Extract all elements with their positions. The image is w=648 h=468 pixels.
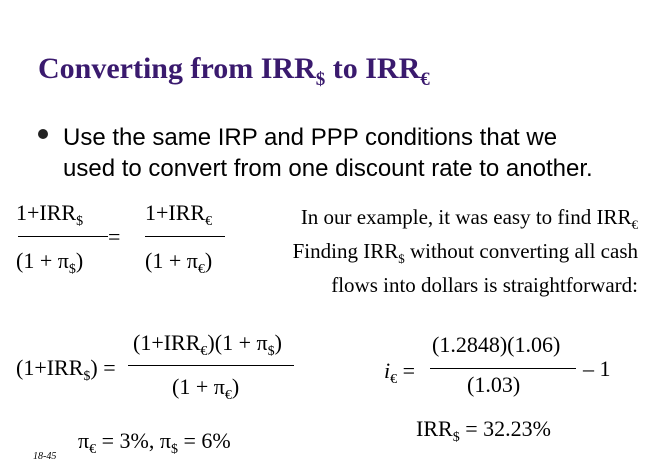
f1-den-left-text: (1 + π	[16, 248, 69, 273]
title-sub-2: €	[420, 69, 430, 90]
formula2-denominator	[172, 374, 239, 404]
formula3-numerator: (1.2848)(1.06)	[432, 332, 561, 357]
formula3-frac-line	[430, 368, 576, 369]
f2-lhs-sub: $	[83, 369, 91, 384]
expl-line2-sub: $	[398, 251, 405, 266]
formula3-lhs	[384, 358, 415, 388]
f2-num-a: (1+IRR	[133, 330, 201, 355]
f2-num-c: )	[274, 330, 282, 355]
title-sub-1: $	[315, 69, 326, 90]
f1-num-right-sub: €	[205, 214, 213, 229]
formula1-num-left	[16, 200, 83, 230]
f3-lhs-sub: €	[390, 372, 398, 387]
f1-den-right-text: (1 + π	[145, 248, 198, 273]
rates-pi-a-sub: €	[89, 442, 97, 457]
result-line	[416, 416, 551, 446]
expl-line2a-text: Finding IRR	[292, 239, 399, 263]
f2-num-b: )(1 + π	[207, 330, 268, 355]
title-text-2: to IRR	[325, 52, 421, 85]
f2-den-close: )	[231, 374, 240, 399]
rates-pi-b-val: = 6%	[177, 428, 231, 453]
rates-pi-a: π	[78, 428, 90, 453]
explanation-text	[293, 204, 638, 298]
rates-line	[78, 428, 231, 458]
formula1-equals: =	[108, 224, 121, 249]
f1-num-right-text: 1+IRR	[145, 200, 206, 225]
formula1-frac-line-left	[18, 236, 108, 237]
bullet-line-2: used to convert from one discount rate to another.	[63, 155, 593, 182]
explanation-line-3: flows into dollars is straightforward:	[331, 273, 638, 297]
f3-equals: =	[397, 358, 416, 383]
formula1-den-right	[145, 248, 212, 278]
formula2-lhs	[16, 355, 116, 385]
explanation-line-2	[293, 238, 638, 272]
f2-den-sub: €	[224, 388, 232, 403]
title-text-1: Converting from IRR	[38, 52, 316, 85]
f1-den-left-close: )	[75, 248, 84, 273]
f2-den-text: (1 + π	[172, 374, 225, 399]
f2-lhs-text: (1+IRR	[16, 355, 84, 380]
expl-line1-text: In our example, it was easy to find IRR	[300, 205, 632, 229]
slide-number: 18-45	[33, 451, 57, 462]
expl-line1-sub: €	[631, 217, 638, 232]
formula3-minus-one: – 1	[583, 356, 611, 381]
formula1-den-left	[16, 248, 83, 278]
f1-num-left-sub: $	[76, 214, 84, 229]
formula1-frac-line-right	[145, 236, 225, 237]
f1-den-left-sub: $	[68, 262, 76, 277]
explanation-line-1	[293, 204, 638, 238]
f1-den-right-close: )	[204, 248, 213, 273]
rates-pi-b-sub: $	[170, 442, 178, 457]
f1-num-left-text: 1+IRR	[16, 200, 77, 225]
formula1-num-right	[145, 200, 212, 230]
formula2-frac-line	[128, 365, 294, 366]
f1-den-right-sub: €	[197, 262, 205, 277]
expl-line2b-text: without converting all cash	[404, 239, 638, 263]
bullet-line-1: Use the same IRP and PPP conditions that we	[63, 124, 558, 151]
f2-lhs-close: ) =	[90, 355, 116, 380]
result-value: = 32.23%	[459, 416, 551, 441]
formula3-denominator: (1.03)	[467, 372, 521, 397]
rates-pi-a-val: = 3%, π	[96, 428, 171, 453]
bullet-text	[63, 122, 593, 184]
slide-title	[38, 52, 430, 91]
f3-lhs-text: i	[384, 358, 391, 383]
f2-num-a-sub: €	[200, 344, 208, 359]
formula2-numerator	[133, 330, 282, 360]
bullet-icon	[38, 129, 48, 139]
result-label: IRR	[416, 416, 453, 441]
f2-num-b-sub: $	[267, 344, 275, 359]
result-label-sub: $	[452, 430, 460, 445]
